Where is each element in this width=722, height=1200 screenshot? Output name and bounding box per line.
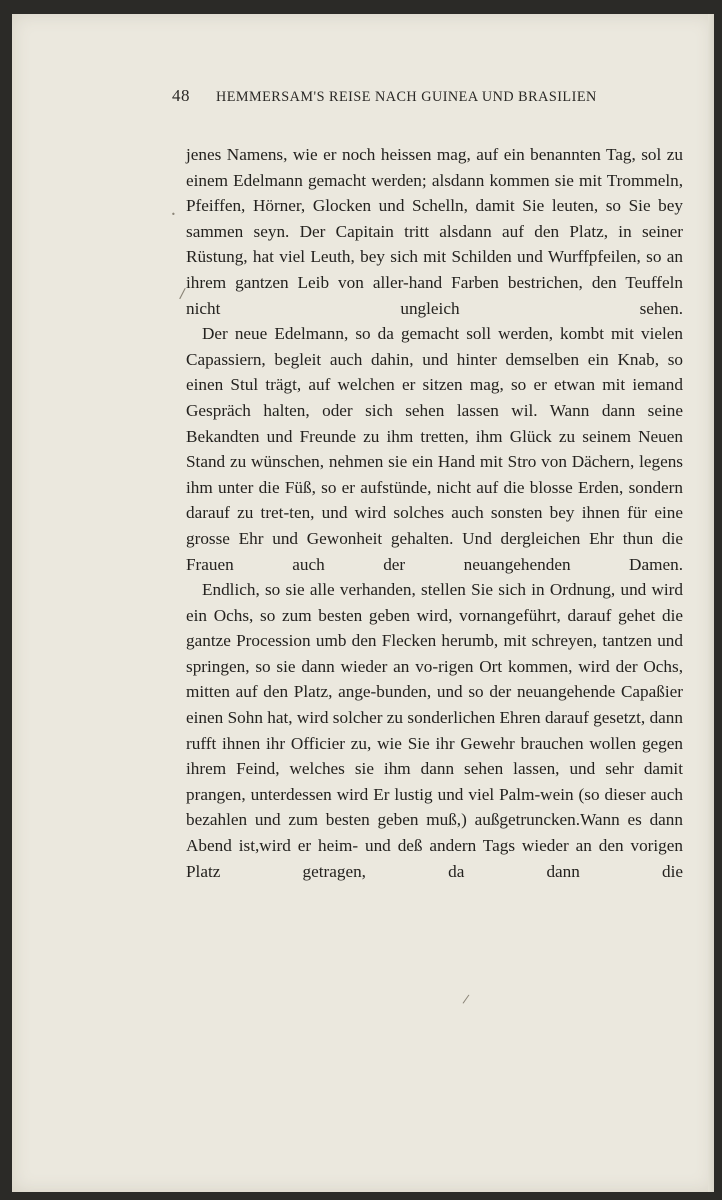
paragraph-1: jenes Namens, wie er noch heissen mag, auf ein benannten Tag, sol zu einem Edelmann gemacht werden; alsdann kommen sie mit Trommeln, Pfeiffen, Hörner, Glocken und Schelln, damit Sie leuten, so Sie bey sammen seyn. Der Capitain tritt alsdann auf den Platz, in seiner Rüstung, hat viel Leuth, bey sich mit Schilden und Wurffpfeilen, so an ihrem gantzen Leib von aller-hand Farben bestrichen, den Teuffeln nicht ungleich sehen.	[186, 145, 683, 318]
page-number: 48	[172, 86, 190, 105]
body-text	[186, 142, 683, 884]
running-head	[172, 86, 642, 116]
margin-pencil-mark: /	[178, 285, 187, 303]
running-head-title: HEMMERSAM'S REISE NACH GUINEA UND BRASILIEN	[216, 89, 597, 105]
paragraph-3: Endlich, so sie alle verhanden, stellen Sie sich in Ordnung, und wird ein Ochs, so zum besten geben wird, vornangeführt, darauf gehet die gantze Procession umb den Flecken herumb, mit schreyen, tantzen und springen, so sie dann wieder an vo-rigen Ort kommen, wird der Ochs, mitten auf den Platz, ange-bunden, und so der neuangehende Capaßier einen Sohn hat, wird solcher zu sonderlichen Ehren darauf gesetzt, dann rufft ihnen ihr Officier zu, wie Sie ihr Gewehr brauchen wollen gegen ihrem Feind, welches sie ihm dann sehen lassen, und sehr damit prangen, unterdessen wird Er lustig und viel Palm-wein (so dieser auch bezahlen und zum besten geben muß,) außgetruncken.Wann es dann Abend ist,wird er heim- und deß andern Tags wieder an den vorigen Platz getragen, da dann die	[186, 580, 683, 881]
margin-dot-mark: •	[171, 210, 176, 219]
page-edge	[708, 14, 714, 1192]
paragraph-2: Der neue Edelmann, so da gemacht soll werden, kombt mit vielen Capassiern, begleit auch dahin, und hinter demselben ein Knab, so einen Stul trägt, auf welchen er sitzen mag, so er etwan mit iemand Gespräch halten, oder sich sehen lassen wil. Wann dann seine Bekandten und Freunde zu ihm tretten, ihm Glück zu seinem Neuen Stand zu wünschen, nehmen sie ein Hand mit Stro von Dächern, legens ihm unter die Füß, so er aufstünde, nicht auf die blosse Erden, sondern darauf zu tret-ten, und wird solches auch sonsten bey ihnen für eine grosse Ehr und Gewonheit gehalten. Und dergleichen Ehr thun die Frauen auch der neuangehenden Damen.	[186, 324, 683, 574]
stray-pencil-mark: /	[461, 991, 471, 1007]
